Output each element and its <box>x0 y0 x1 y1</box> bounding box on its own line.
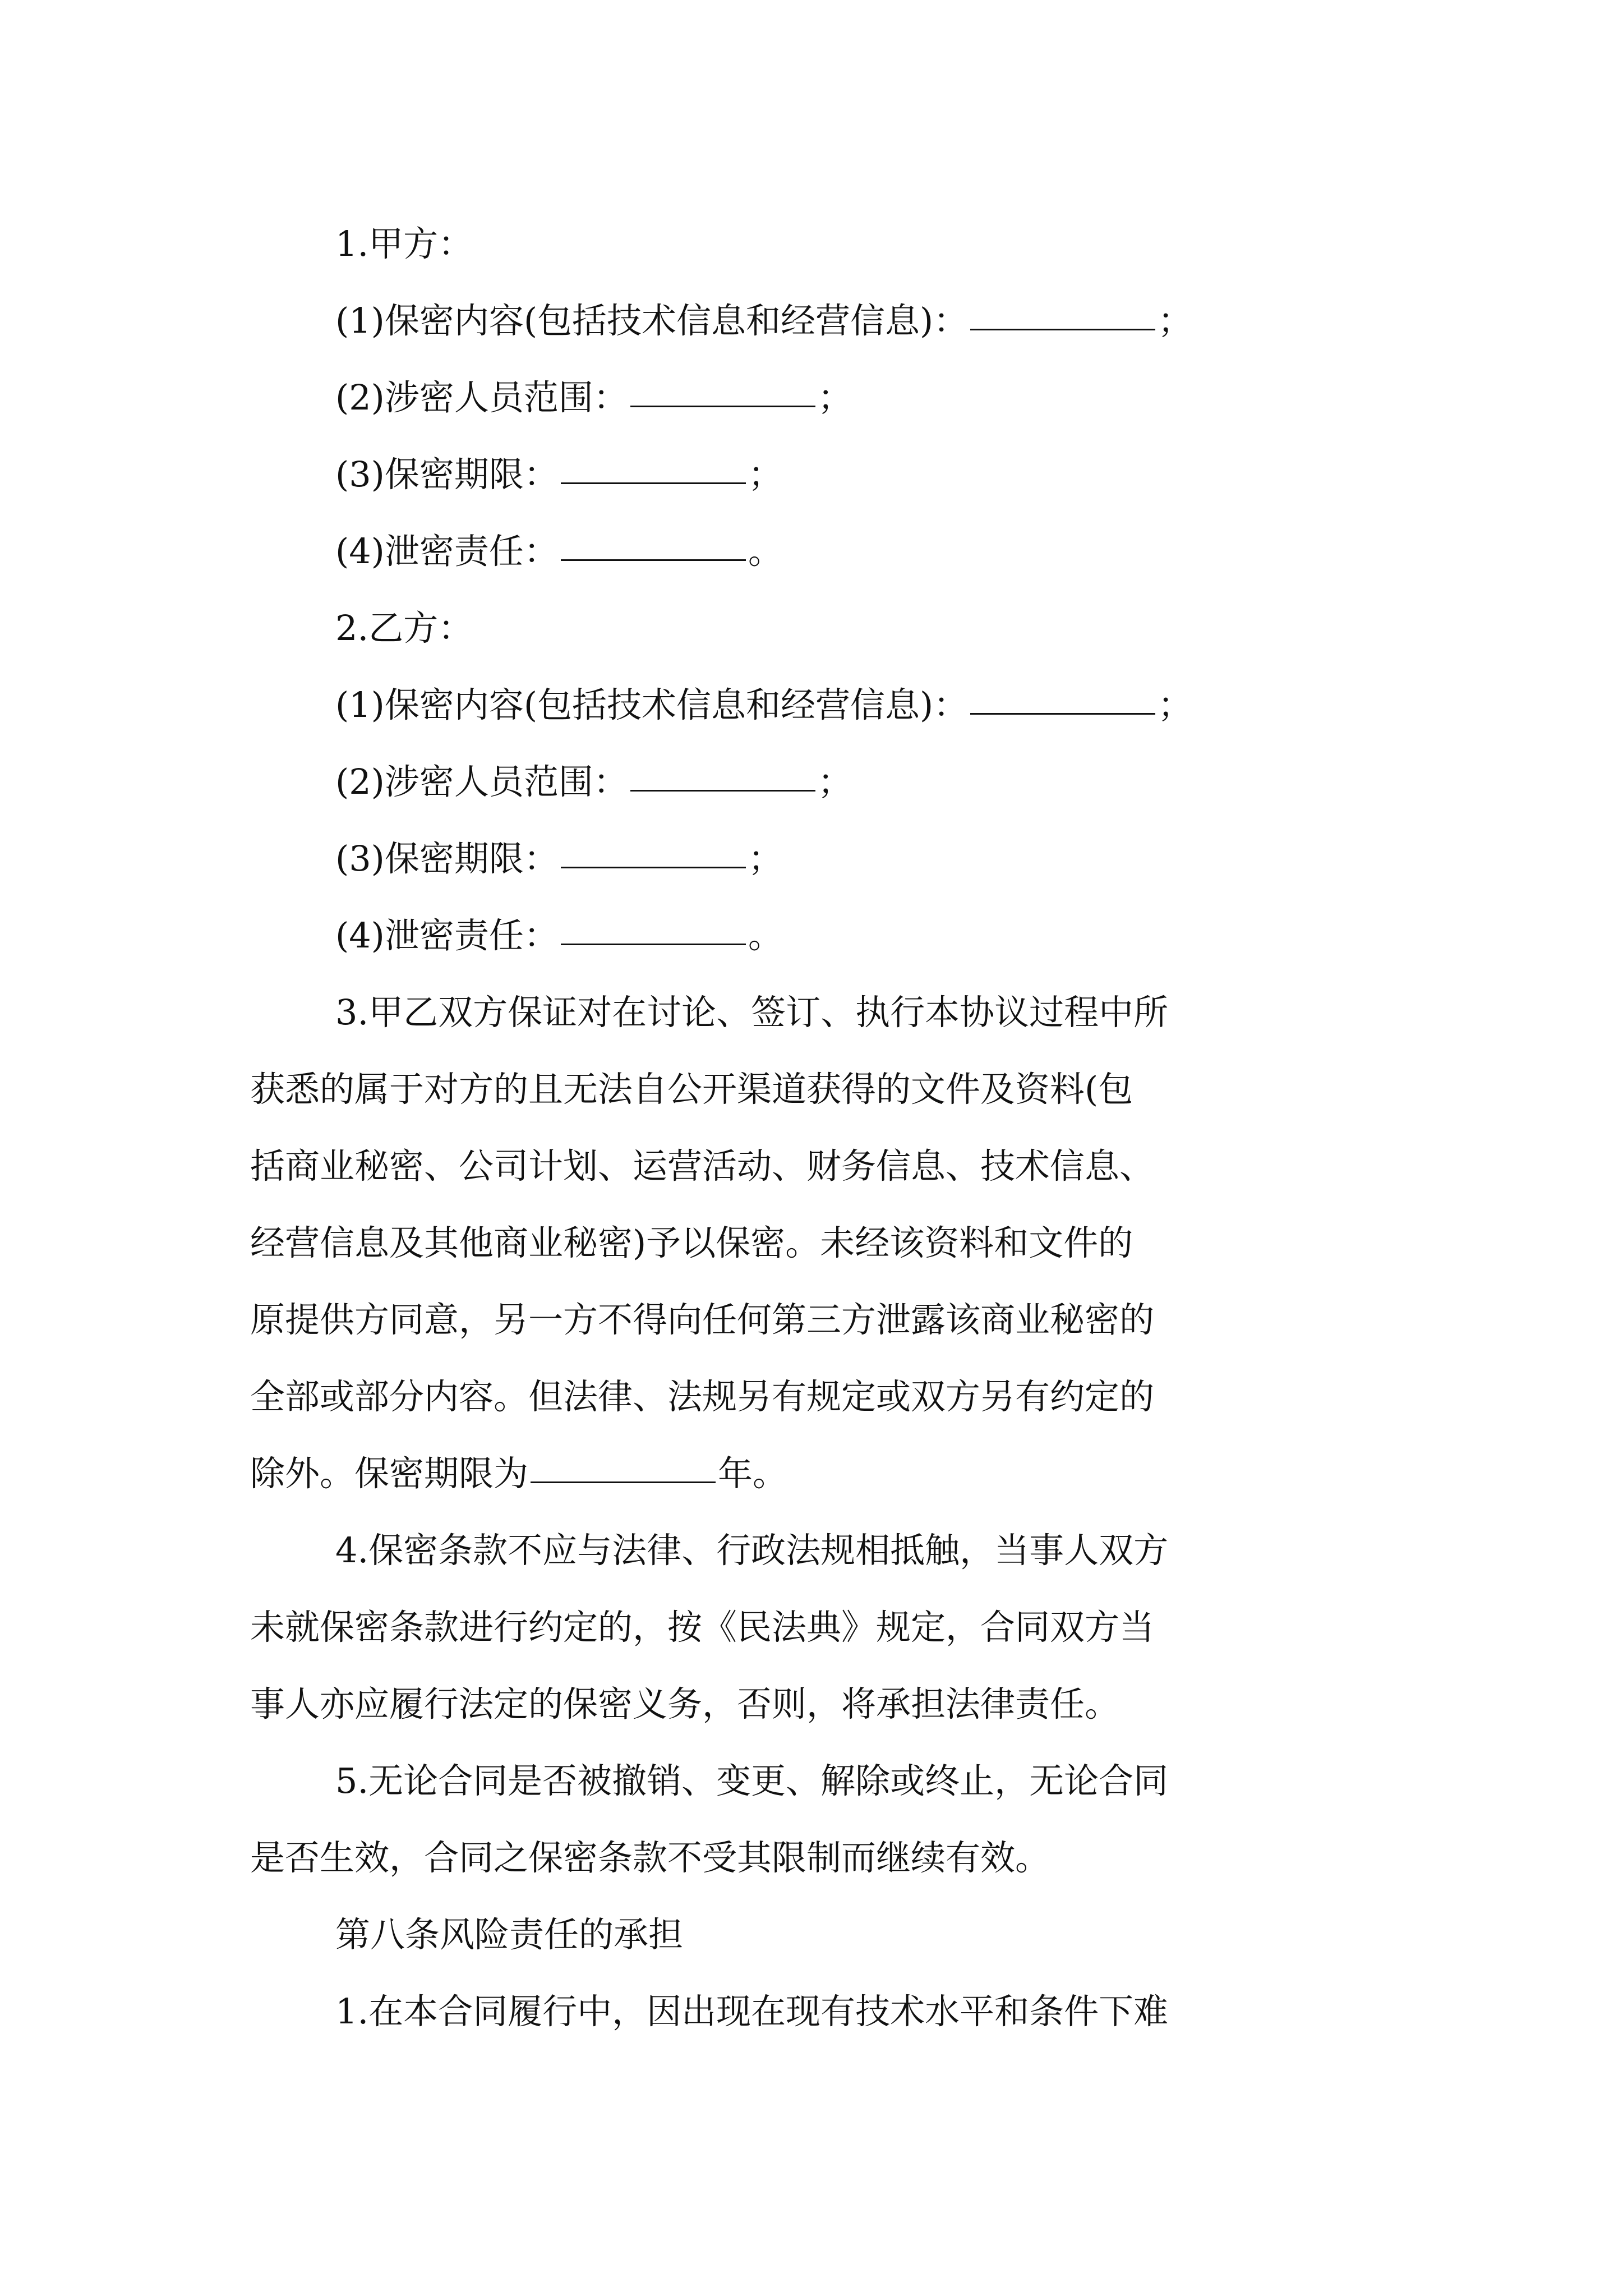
fill-blank[interactable] <box>561 866 746 868</box>
item-end: ； <box>1158 300 1193 341</box>
item-label: (4)泄密责任： <box>335 531 559 572</box>
clause4-line-2: 未就保密条款进行约定的，按《民法典》规定，合同双方当 <box>250 1607 1155 1648</box>
fill-blank[interactable] <box>630 789 815 792</box>
clause5-line-1: 5.无论合同是否被撤销、变更、解除或终止，无论合同 <box>335 1760 1169 1801</box>
party-a-item-3 <box>335 452 783 497</box>
party-a-item-2 <box>335 375 852 420</box>
fill-blank[interactable] <box>970 328 1155 330</box>
party-b-item-1 <box>335 683 1192 728</box>
item-end: ； <box>817 377 852 418</box>
fill-blank[interactable] <box>531 1481 716 1483</box>
clause3-line-2: 获悉的属于对方的且无法自公开渠道获得的文件及资料(包 <box>250 1069 1133 1110</box>
clause4-line-1: 4.保密条款不应与法律、行政法规相抵触，当事人双方 <box>335 1530 1169 1571</box>
clause4-line-3: 事人亦应履行法定的保密义务，否则，将承担法律责任。 <box>250 1683 1120 1724</box>
item-label: (2)涉密人员范围： <box>335 377 628 418</box>
item-end: ； <box>748 838 783 879</box>
item-label: (1)保密内容(包括技术信息和经营信息)： <box>335 300 969 341</box>
item-label: (2)涉密人员范围： <box>335 761 628 802</box>
item-label: (3)保密期限： <box>335 454 559 495</box>
clause3-line-7 <box>250 1451 787 1496</box>
fill-blank[interactable] <box>561 559 746 561</box>
fill-blank[interactable] <box>561 943 746 945</box>
party-b-heading: 2.乙方： <box>335 608 473 648</box>
party-b-item-2 <box>335 760 852 804</box>
fill-blank[interactable] <box>630 405 815 407</box>
clause3-line-3: 括商业秘密、公司计划、运营活动、财务信息、技术信息、 <box>250 1145 1155 1186</box>
clause5-line-2: 是否生效，合同之保密条款不受其限制而继续有效。 <box>250 1837 1050 1878</box>
item-label: (4)泄密责任： <box>335 915 559 956</box>
item-end: 。 <box>748 915 783 956</box>
item-label: (1)保密内容(包括技术信息和经营信息)： <box>335 684 969 725</box>
item-end: ； <box>1158 684 1193 725</box>
item-end: 。 <box>748 531 783 572</box>
item-end: ； <box>817 761 852 802</box>
clause3-line-4: 经营信息及其他商业秘密)予以保密。未经该资料和文件的 <box>250 1222 1133 1263</box>
party-a-item-4 <box>335 529 783 574</box>
article8-line-1: 1.在本合同履行中，因出现在现有技术水平和条件下难 <box>335 1991 1169 2032</box>
clause3-line-5: 原提供方同意，另一方不得向任何第三方泄露该商业秘密的 <box>250 1299 1155 1340</box>
fill-blank[interactable] <box>561 482 746 484</box>
fill-blank[interactable] <box>970 712 1155 715</box>
article8-heading: 第八条风险责任的承担 <box>335 1914 684 1955</box>
clause3-line-1: 3.甲乙双方保证对在讨论、签订、执行本协议过程中所 <box>335 992 1169 1033</box>
item-end: ； <box>748 454 783 495</box>
clause3-line-6: 全部或部分内容。但法律、法规另有规定或双方另有约定的 <box>250 1376 1155 1417</box>
item-label: (3)保密期限： <box>335 838 559 879</box>
clause3-last-prefix: 除外。保密期限为 <box>250 1453 529 1494</box>
party-a-heading: 1.甲方： <box>335 223 473 264</box>
party-b-item-3 <box>335 836 783 881</box>
party-b-item-4 <box>335 913 783 958</box>
party-a-item-1 <box>335 298 1192 343</box>
clause3-last-suffix: 年。 <box>718 1453 788 1494</box>
